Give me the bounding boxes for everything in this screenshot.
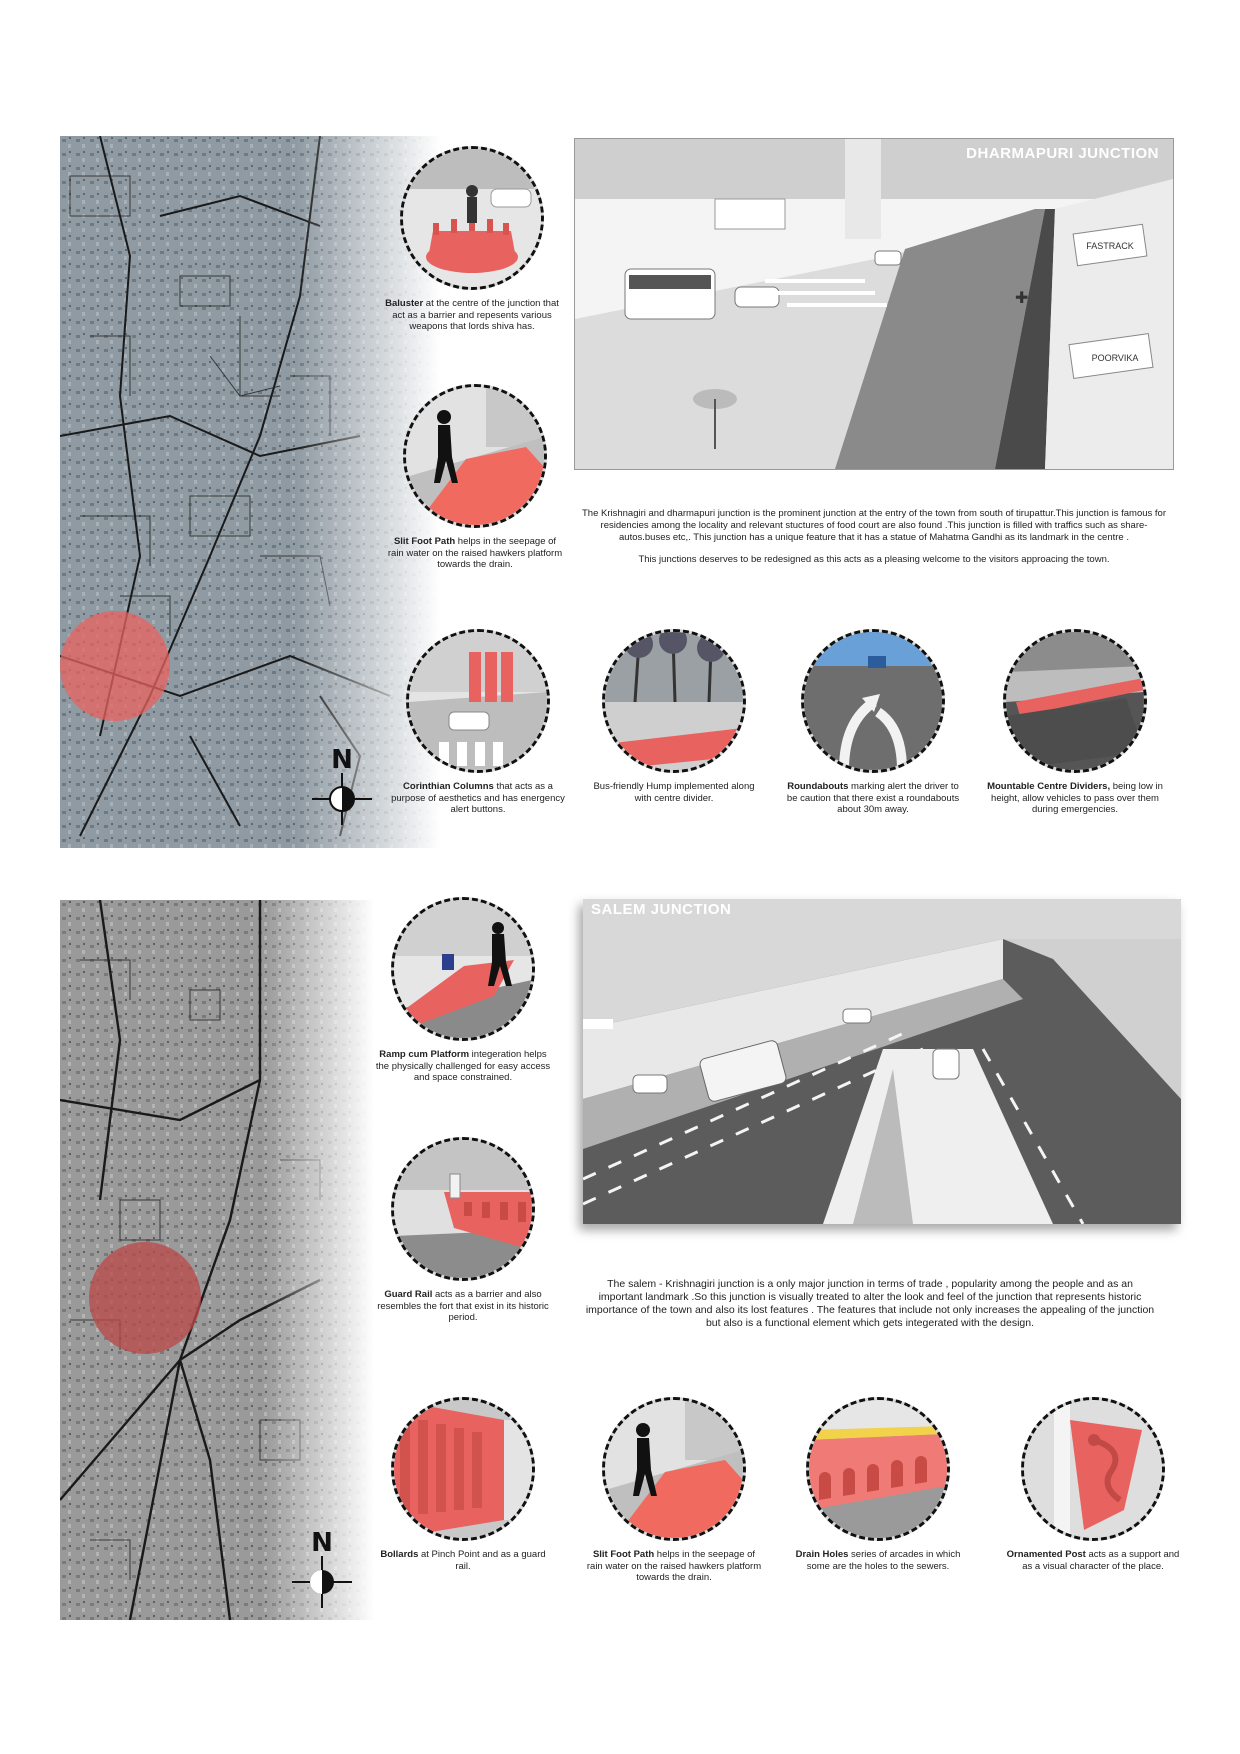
bus-friendly-hump-illustration: [602, 629, 746, 773]
guard-rail-illustration: [391, 1137, 535, 1281]
bus-friendly-hump-caption: Bus-friendly Hump implemented along with centre divider.: [593, 781, 755, 804]
north-label: N: [311, 1528, 333, 1558]
salem-junction-render: [583, 899, 1181, 1224]
dharmapuri-description-paragraph-1: The Krishnagiri and dharmapuri junction is the prominent junction at the entry of the town from south of tirupattur.This junction is famous for residencies among the locality and relevant stuctures of food court are also found .This junction is filled with traffics such as share-autos.buses etc,. This junction has a unique feature that it has a statue of Mahatma Gandhi as its landmark in the centre .: [581, 508, 1167, 543]
feature-ornamented-post: [1003, 1397, 1183, 1572]
north-label: N: [331, 745, 353, 775]
north-arrow: [292, 1528, 352, 1608]
bollards-illustration: [391, 1397, 535, 1541]
ramp-cum-platform-caption: Ramp cum Platform integeration helps the physically challenged for easy access and space constrained.: [375, 1049, 551, 1083]
guard-rail-caption: Guard Rail acts as a barrier and also resembles the fort that exist in its historic period.: [377, 1289, 549, 1323]
poorvika-sign: POORVIKA: [1091, 353, 1139, 363]
dharmapuri-description-paragraph-2: This junctions deserves to be redesigned as this acts as a pleasing welcome to the visitors approacing the town.: [638, 554, 1110, 565]
feature-roundabouts: [783, 629, 963, 816]
corinthian-columns-caption: Corinthian Columns that acts as a purpose of aesthetics and has energency alert buttons.: [391, 781, 565, 815]
fastrack-sign: FASTRACK: [1086, 241, 1134, 251]
compass-icon: [292, 1556, 352, 1608]
dharmapuri-junction-render: [574, 138, 1174, 470]
dharmapuri-junction-title: DHARMAPURI JUNCTION: [966, 145, 1159, 162]
ramp-cum-platform-illustration: [391, 897, 535, 1041]
feature-slit-foot-path: [385, 384, 565, 571]
mountable-centre-dividers-caption: Mountable Centre Dividers, being low in height, allow vehicles to pass over them during emergencies.: [987, 781, 1163, 815]
roundabouts-caption: Roundabouts marking alert the driver to be caution that there exist a roundabouts about 30m away.: [786, 781, 960, 815]
slit-foot-path-illustration: [403, 384, 547, 528]
feature-bus-friendly-hump: [584, 629, 764, 804]
corinthian-columns-illustration: [406, 629, 550, 773]
baluster-caption: Baluster at the centre of the junction that act as a barrier and repesents various weapons that lords shiva has.: [385, 298, 559, 332]
bollards-caption: Bollards at Pinch Point and as a guard rail.: [380, 1549, 546, 1572]
feature-ramp-cum-platform: [373, 897, 553, 1084]
slit-foot-path-2-illustration: [602, 1397, 746, 1541]
drain-holes-caption: Drain Holes series of arcades in which some are the holes to the sewers.: [795, 1549, 961, 1572]
slit-foot-path-2-caption: Slit Foot Path helps in the seepage of rain water on the raised hawkers platform towards the drain.: [586, 1549, 762, 1583]
feature-guard-rail: [373, 1137, 553, 1324]
salem-junction-title: SALEM JUNCTION: [591, 901, 732, 918]
baluster-illustration: [400, 146, 544, 290]
mountable-centre-dividers-illustration: [1003, 629, 1147, 773]
drain-holes-illustration: [806, 1397, 950, 1541]
roundabouts-illustration: [801, 629, 945, 773]
slit-foot-path-caption: Slit Foot Path helps in the seepage of rain water on the raised hawkers platform towards the drain.: [387, 536, 563, 570]
ornamented-post-caption: Ornamented Post acts as a support and as a visual character of the place.: [1006, 1549, 1180, 1572]
feature-corinthian-columns: [388, 629, 568, 816]
dharmapuri-description: [576, 508, 1172, 576]
feature-slit-foot-path-2: [584, 1397, 764, 1584]
aerial-map-salem: [60, 900, 374, 1620]
salem-description: The salem - Krishnagiri junction is a only major junction in terms of trade , popularity among the people and as an important landmark .So this junction is visually treated to alter the look and feel of the junction that represents historic importance of the town and also its lost features . The features that include not only increases the appealing of the junction but also is a functional element which gets integerated with the design.: [585, 1278, 1155, 1329]
feature-drain-holes: [788, 1397, 968, 1572]
north-arrow: [312, 745, 372, 825]
feature-baluster: [382, 146, 562, 333]
feature-mountable-centre-dividers: [985, 629, 1165, 816]
feature-bollards: [373, 1397, 553, 1572]
ornamented-post-illustration: [1021, 1397, 1165, 1541]
svg-text:✚: ✚: [1015, 288, 1029, 307]
compass-icon: [312, 773, 372, 825]
